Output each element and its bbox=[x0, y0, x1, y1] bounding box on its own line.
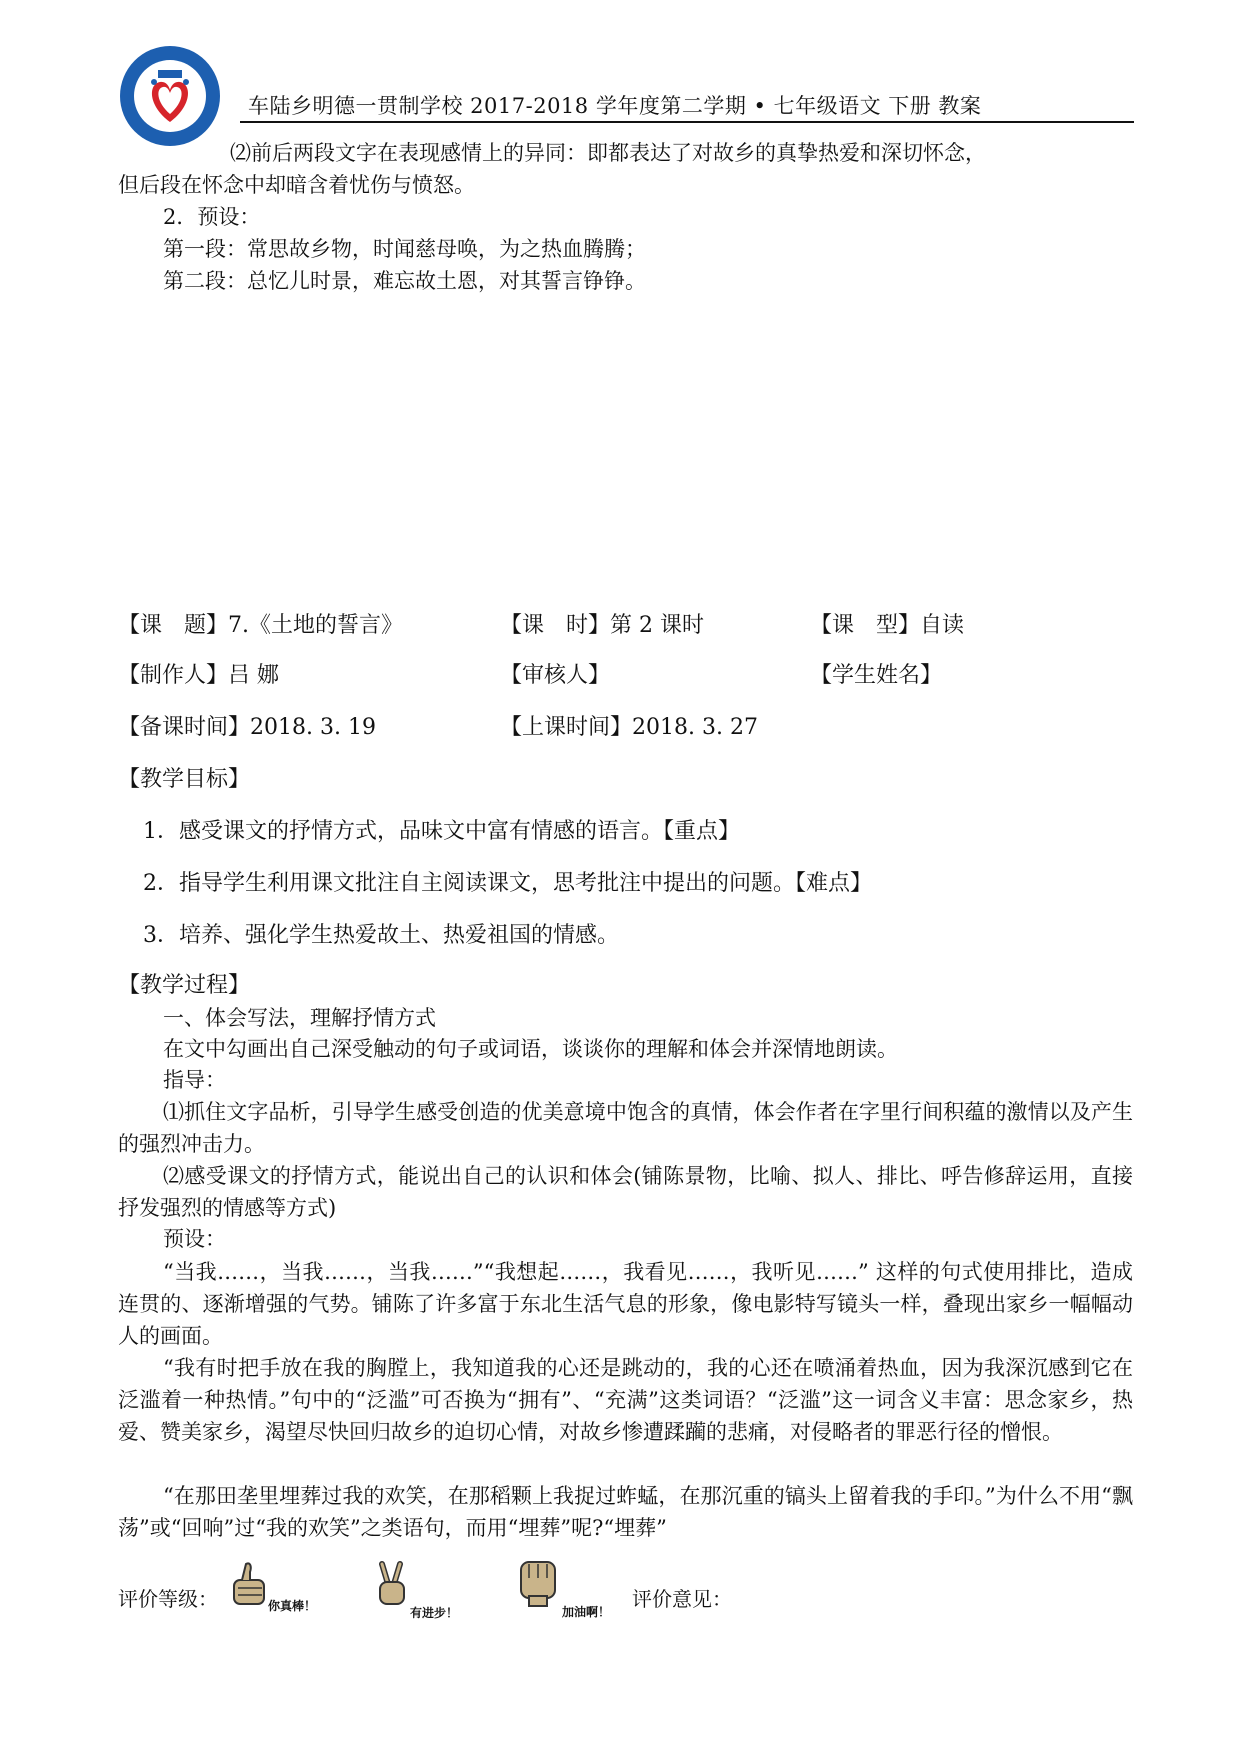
goals-heading: 【教学目标】 bbox=[118, 767, 251, 792]
preset-paragraph-1: “当我……，当我……，当我……”“我想起……，我看见……，我听见……” 这样的句式使用排比，造成连贯的、逐渐增强的气势。铺陈了许多富于东北生活气息的形象，像电影特写镜头一样，叠现出家乡一幅幅动人的画面。 bbox=[118, 1260, 1133, 1348]
info-topic: 【课 题】7.《土地的誓言》 bbox=[118, 613, 403, 638]
goal-item: 1．感受课文的抒情方式，品味文中富有情感的语言。【重点】 bbox=[143, 819, 740, 844]
preset-paragraph-3: “在那田垄里埋葬过我的欢笑，在那稻颗上我捉过蚱蜢，在那沉重的镐头上留着我的手印。”为什么不用“飘荡”或“回响”过“我的欢笑”之类语句，而用“埋葬”呢?“埋葬” bbox=[118, 1484, 1133, 1540]
info-type: 【课 型】自读 bbox=[810, 613, 965, 638]
badge-label: 加油啊！ bbox=[562, 1605, 611, 1619]
thumbs-up-icon bbox=[228, 1560, 270, 1612]
header-divider bbox=[240, 121, 1134, 123]
prev-line-2: 但后段在怀念中却暗含着忧伤与愤怒。 bbox=[118, 173, 475, 197]
badge-label: 你真棒！ bbox=[268, 1599, 317, 1613]
preset-label: 预设： bbox=[163, 1227, 226, 1251]
task-text: 在文中勾画出自己深受触动的句子或词语，谈谈你的理解和体会并深情地朗读。 bbox=[163, 1037, 898, 1061]
info-prep-time: 【备课时间】2018. 3. 19 bbox=[118, 715, 376, 740]
info-student: 【学生姓名】 bbox=[810, 663, 943, 688]
info-period: 【课 时】第 2 课时 bbox=[500, 613, 704, 638]
victory-hand-icon bbox=[372, 1560, 412, 1612]
guide-item-1: ⑴抓住文字品析，引导学生感受创造的优美意境中饱含的真情，体会作者在字里行间积蕴的激情以及产生的强烈冲击力。 bbox=[118, 1100, 1133, 1156]
prev-line-1: ⑵前后两段文字在表现感情上的异同：即都表达了对故乡的真挚热爱和深切怀念， bbox=[230, 141, 986, 165]
info-reviewer: 【审核人】 bbox=[500, 663, 611, 688]
prev-line-5: 第二段：总忆儿时景，难忘故土恩，对其誓言铮铮。 bbox=[163, 269, 646, 293]
info-author: 【制作人】吕 娜 bbox=[118, 663, 279, 688]
grade-label: 评价等级： bbox=[118, 1587, 218, 1611]
school-logo bbox=[118, 44, 222, 148]
fist-icon bbox=[515, 1556, 561, 1612]
process-heading: 【教学过程】 bbox=[118, 973, 251, 998]
header-title: 车陆乡明德一贯制学校 2017-2018 学年度第二学期 • 七年级语文 下册 教案 bbox=[248, 94, 982, 118]
goal-item: 2．指导学生利用课文批注自主阅读课文，思考批注中提出的问题。【难点】 bbox=[143, 871, 872, 896]
section-heading: 一、体会写法，理解抒情方式 bbox=[163, 1006, 436, 1030]
guide-label: 指导： bbox=[163, 1068, 226, 1092]
guide-item-2: ⑵感受课文的抒情方式，能说出自己的认识和体会(铺陈景物，比喻、拟人、排比、呼告修辞运用，直接抒发强烈的情感等方式) bbox=[118, 1164, 1133, 1220]
goal-item: 3．培养、强化学生热爱故土、热爱祖国的情感。 bbox=[143, 923, 619, 948]
badge-label: 有进步！ bbox=[410, 1606, 459, 1620]
comment-label: 评价意见： bbox=[632, 1587, 732, 1611]
prev-line-4: 第一段：常思故乡物，时闻慈母唤，为之热血腾腾； bbox=[163, 237, 646, 261]
info-class-time: 【上课时间】2018. 3. 27 bbox=[500, 715, 758, 740]
preset-paragraph-2: “我有时把手放在我的胸膛上，我知道我的心还是跳动的，我的心还在喷涌着热血，因为我深沉感到它在泛滥着一种热情。”句中的“泛滥”可否换为“拥有”、“充满”这类词语？“泛滥”这一词含义丰富：思念家乡，热爱、赞美家乡，渴望尽快回归故乡的迫切心情，对故乡惨遭蹂躏的悲痛，对侵略者的罪恶行径的憎恨。 bbox=[118, 1356, 1133, 1444]
prev-line-3: 2．预设： bbox=[163, 205, 261, 229]
